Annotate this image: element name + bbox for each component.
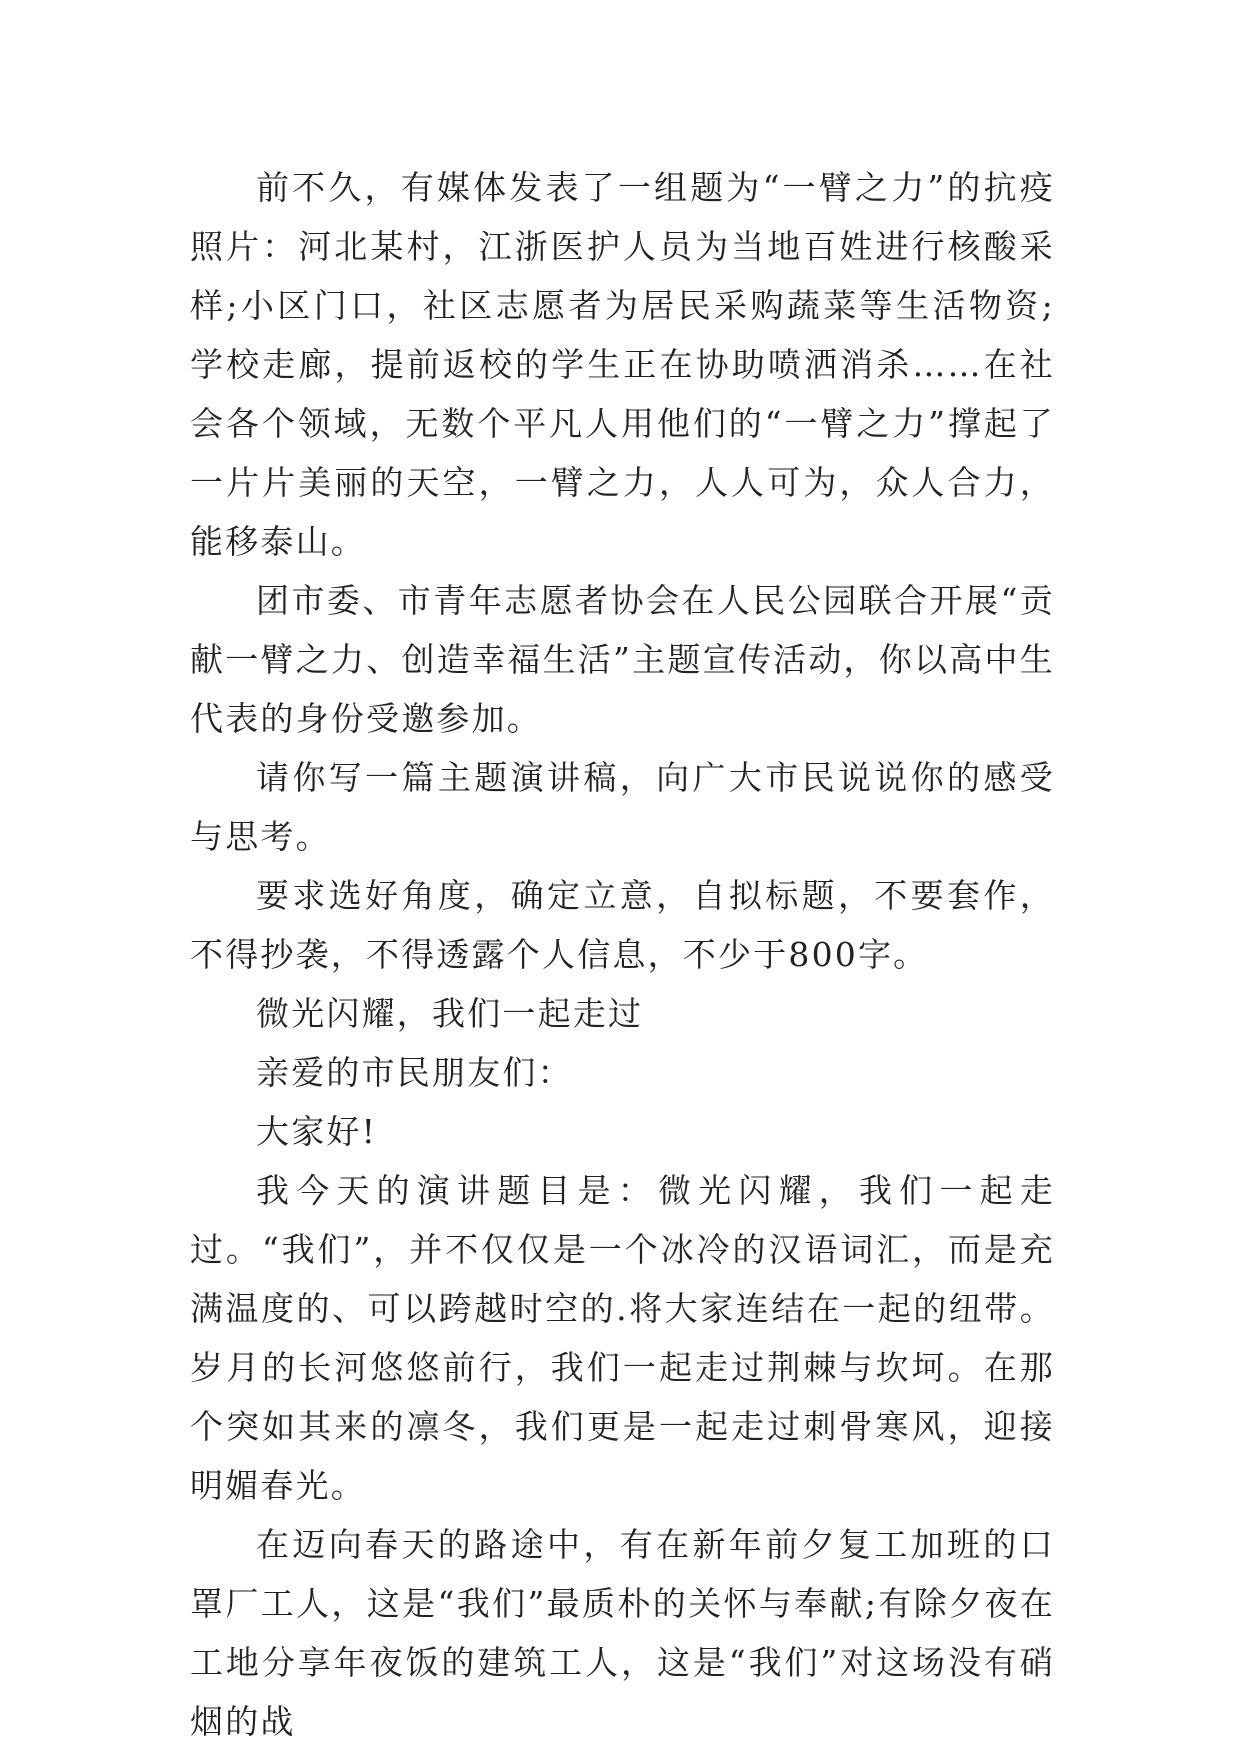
document-body [190,158,1055,1751]
essay-greeting: 大家好! [256,1112,378,1151]
essay-title: 微光闪耀，我们一起走过 [256,994,644,1033]
essay-paragraph-2: 在迈向春天的路途中，有在新年前夕复工加班的口罩厂工人，这是“我们”最质朴的关怀与奉献;有除夕夜在工地分享年夜饭的建筑工人，这是“我们”对这场没有硝烟的战 [190,1525,1055,1741]
paragraph-prompt-task: 请你写一篇主题演讲稿，向广大市民说说你的感受与思考。 [190,758,1055,856]
paragraph-prompt-intro: 前不久，有媒体发表了一组题为“一臂之力”的抗疫照片：河北某村，江浙医护人员为当地百姓进行核酸采样;小区门口，社区志愿者为居民采购蔬菜等生活物资;学校走廊，提前返校的学生正在协助喷洒消杀……在社会各个领域，无数个平凡人用他们的“一臂之力”撑起了一片片美丽的天空，一臂之力，人人可为，众人合力，能移泰山。 [190,168,1055,561]
paragraph-prompt-requirements: 要求选好角度，确定立意，自拟标题，不要套作，不得抄袭，不得透露个人信息，不少于800字。 [190,876,1055,974]
paragraph-prompt-event: 团市委、市青年志愿者协会在人民公园联合开展“贡献一臂之力、创造幸福生活”主题宣传活动，你以高中生代表的身份受邀参加。 [190,581,1055,738]
essay-salutation: 亲爱的市民朋友们： [256,1053,573,1092]
essay-paragraph-1: 我今天的演讲题目是：微光闪耀，我们一起走过。“我们”，并不仅仅是一个冰冷的汉语词汇，而是充满温度的、可以跨越时空的.将大家连结在一起的纽带。岁月的长河悠悠前行，我们一起走过荆棘与坎坷。在那个突如其来的凛冬，我们更是一起走过刺骨寒风，迎接明媚春光。 [190,1171,1055,1505]
